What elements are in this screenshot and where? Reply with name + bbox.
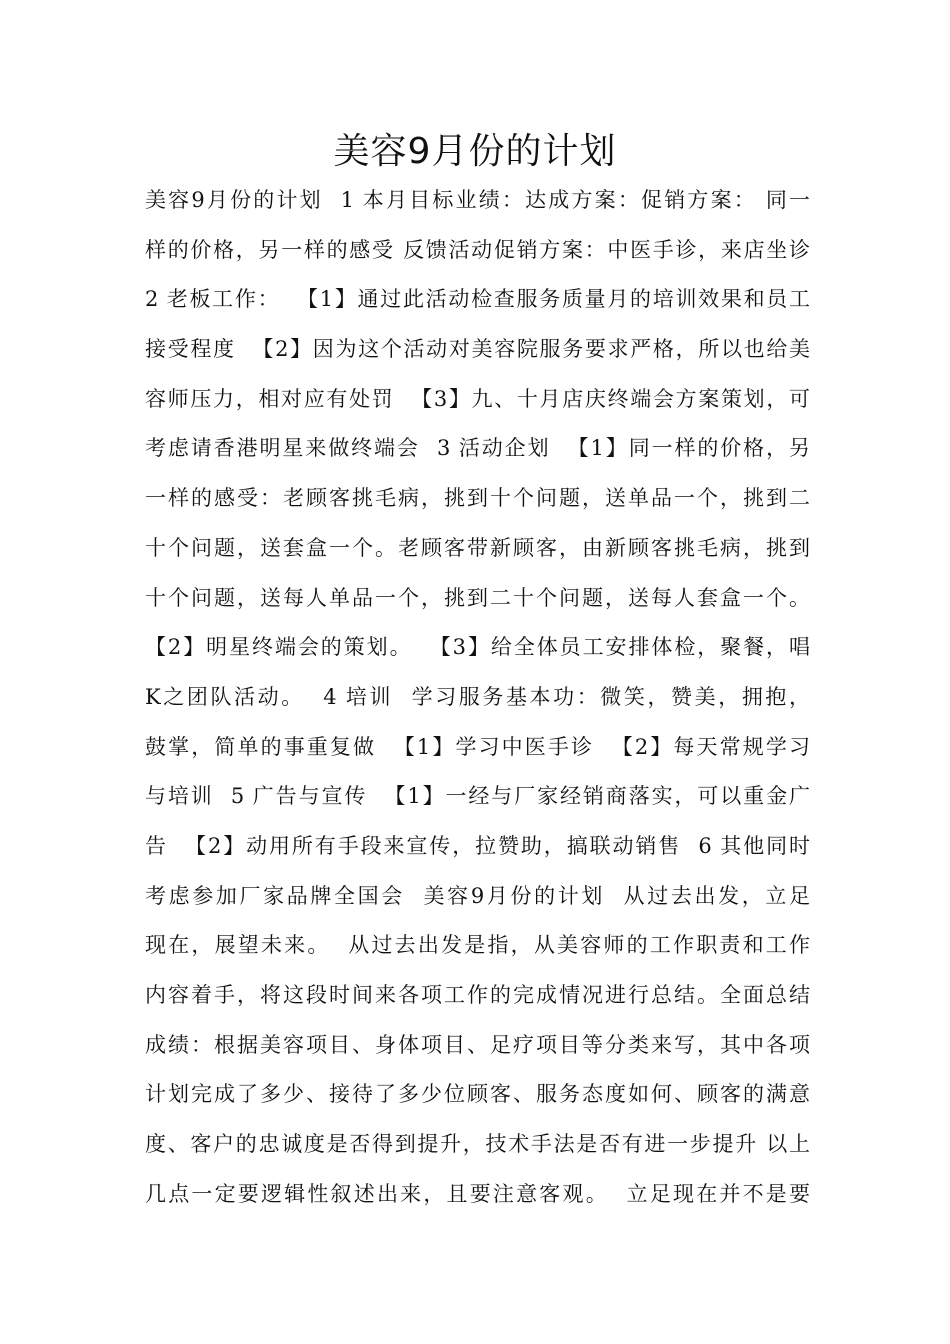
body-line: 考虑参加厂家品牌全国会 美容9月份的计划 从过去出发，立足 [145, 883, 810, 908]
document-body [145, 176, 810, 1219]
body-line: 现在，展望未来。 从过去出发是指，从美容师的工作职责和工作 [145, 933, 810, 958]
body-line: 一样的感受：老顾客挑毛病，挑到十个问题，送单品一个，挑到二 [145, 486, 810, 511]
body-line: 考虑请香港明星来做终端会 3 活动企划 【1】同一样的价格，另 [145, 436, 810, 461]
body-line: 2 老板工作： 【1】通过此活动检查服务质量月的培训效果和员工 [145, 287, 810, 312]
body-line: 与培训 5 广告与宣传 【1】一经与厂家经销商落实，可以重金广 [145, 784, 810, 809]
body-line: 样的价格，另一样的感受 反馈活动促销方案：中医手诊，来店坐诊 [145, 237, 810, 262]
body-line: 【2】明星终端会的策划。 【3】给全体员工安排体检，聚餐，唱 [145, 635, 810, 660]
body-line: 成绩：根据美容项目、身体项目、足疗项目等分类来写，其中各项 [145, 1032, 810, 1057]
body-line: 鼓掌，简单的事重复做 【1】学习中医手诊 【2】每天常规学习 [145, 734, 810, 759]
body-line: 内容着手，将这段时间来各项工作的完成情况进行总结。全面总结 [145, 983, 810, 1007]
body-line: K之团队活动。 4 培训 学习服务基本功：微笑，赞美，拥抱， [145, 684, 810, 709]
body-line: 告 【2】动用所有手段来宣传，拉赞助，搞联动销售 6 其他同时 [145, 833, 810, 858]
body-line: 容师压力，相对应有处罚 【3】九、十月店庆终端会方案策划，可 [145, 386, 810, 411]
body-line: 几点一定要逻辑性叙述出来，且要注意客观。 立足现在并不是要 [145, 1181, 810, 1206]
body-line: 接受程度 【2】因为这个活动对美容院服务要求严格，所以也给美 [145, 337, 810, 362]
body-line: 十个问题，送每人单品一个，挑到二十个问题，送每人套盒一个。 [145, 585, 810, 610]
body-line: 美容9月份的计划 1 本月目标业绩：达成方案：促销方案： 同一 [145, 188, 810, 212]
body-line: 十个问题，送套盒一个。老顾客带新顾客，由新顾客挑毛病，挑到 [145, 535, 810, 560]
body-line: 度、客户的忠诚度是否得到提升，技术手法是否有进一步提升 以上 [145, 1132, 810, 1157]
body-line: 计划完成了多少、接待了多少位顾客、服务态度如何、顾客的满意 [145, 1082, 810, 1107]
document-title: 美容9月份的计划 [333, 131, 617, 172]
